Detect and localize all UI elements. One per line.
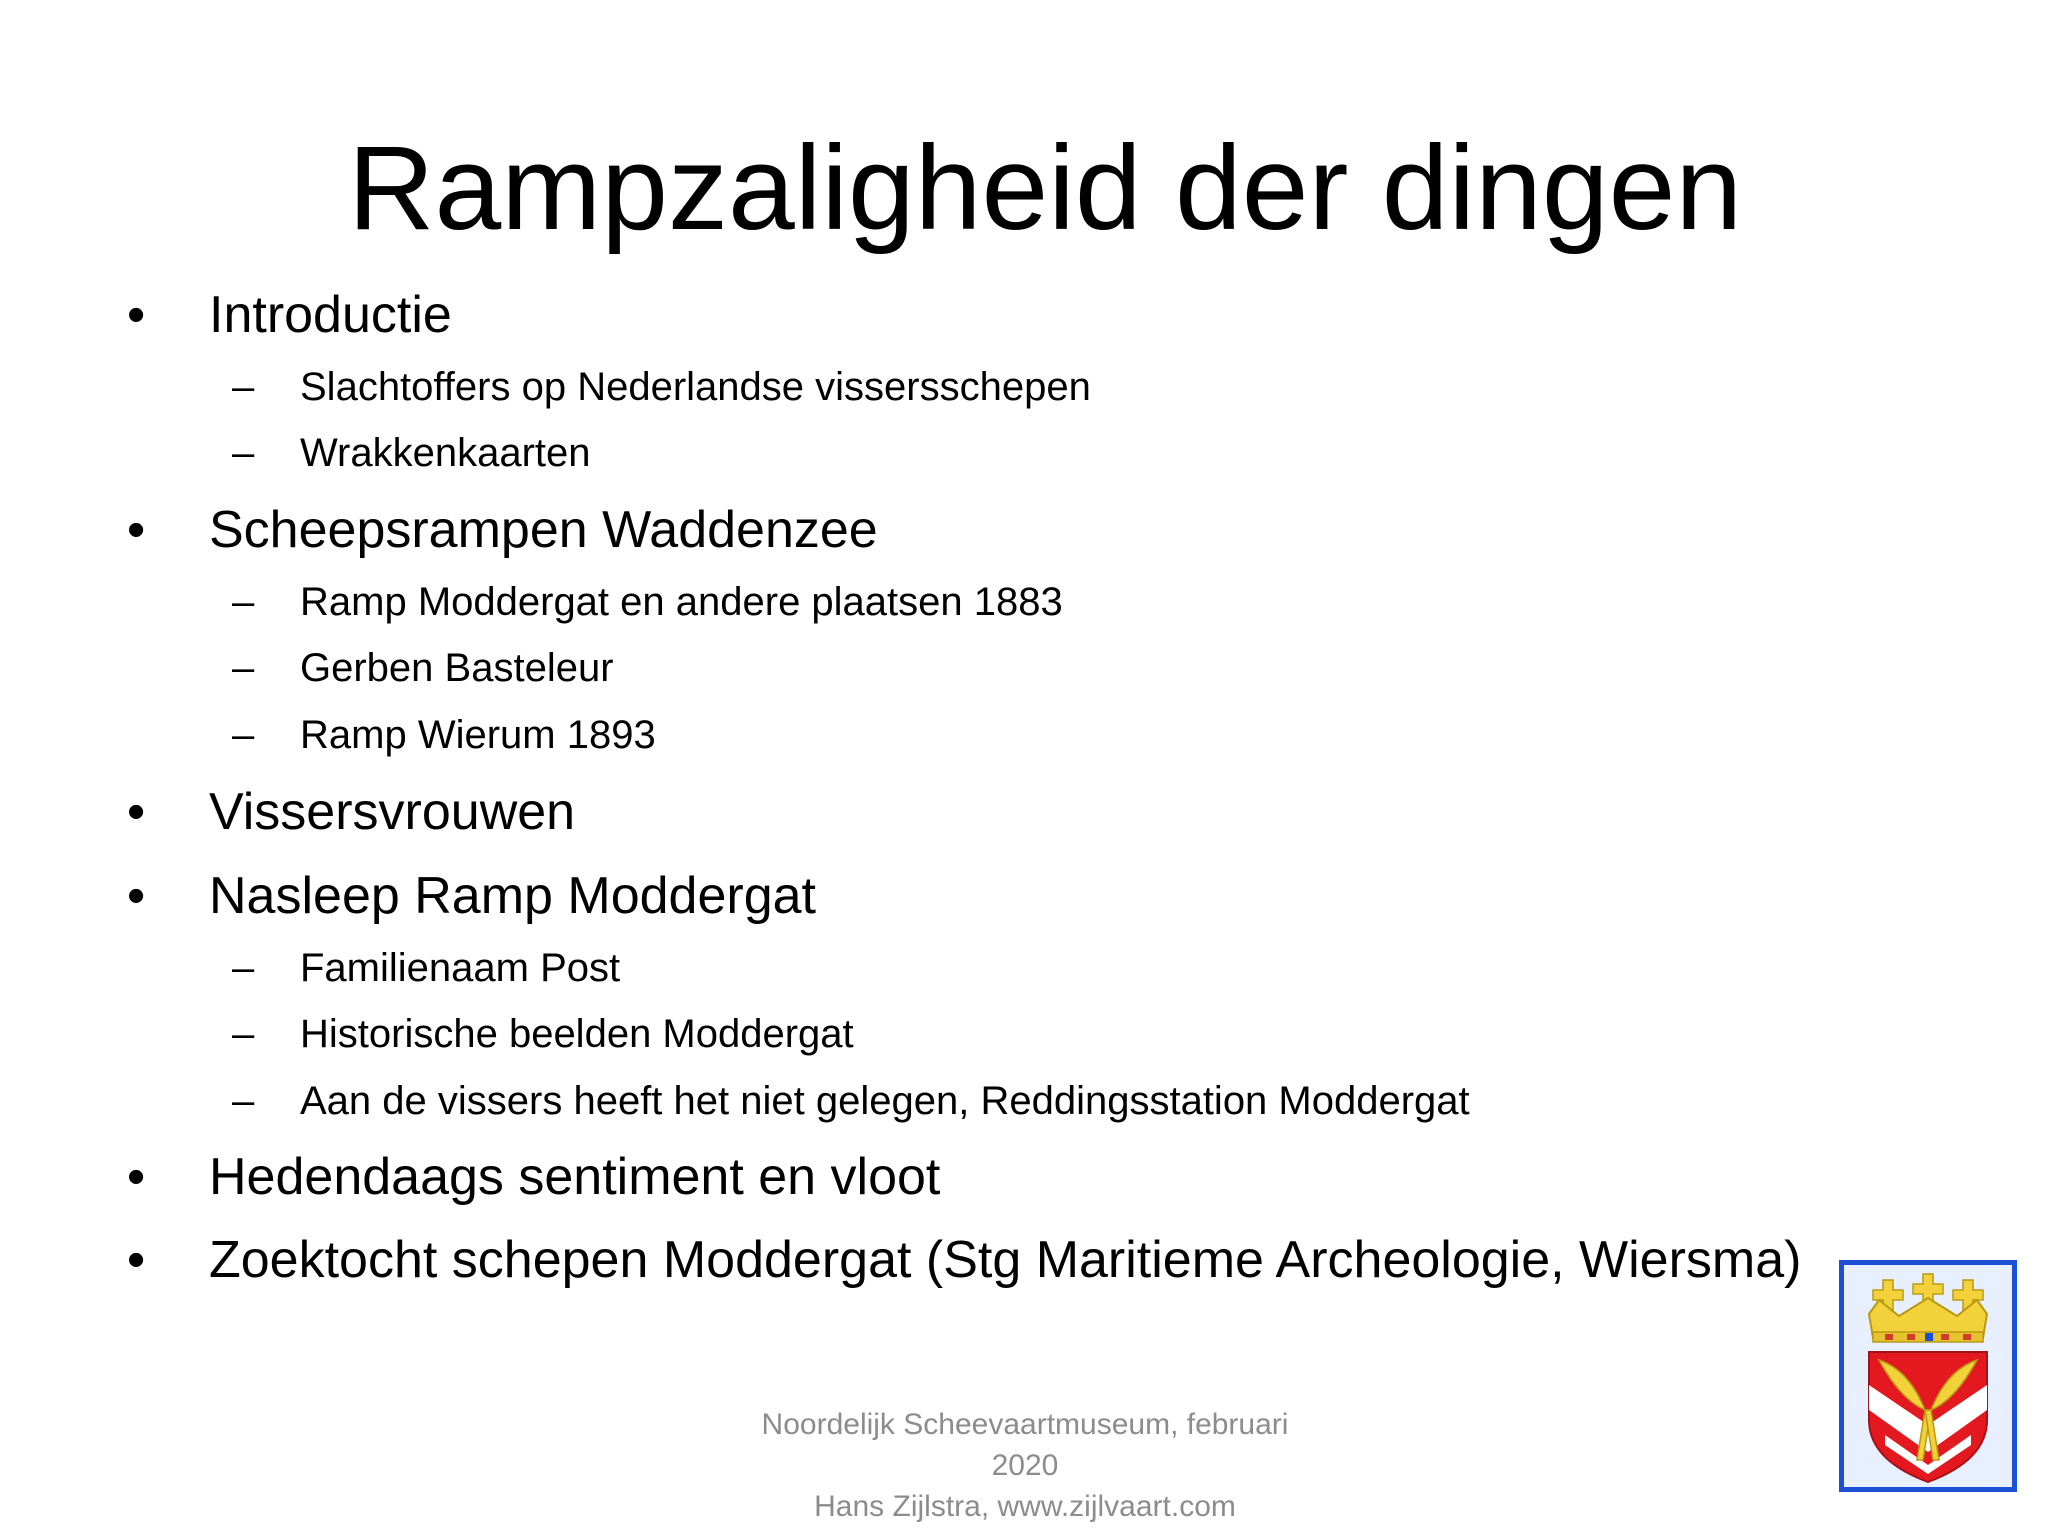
- bullet-icon: •: [127, 501, 146, 559]
- dash-icon: –: [232, 431, 255, 475]
- dash-icon: –: [232, 713, 255, 757]
- bullet-label: Vissersvrouwen: [209, 783, 576, 841]
- bullet-icon: •: [127, 1231, 146, 1289]
- sub-bullet-label: Ramp Moddergat en andere plaatsen 1883: [300, 580, 1063, 624]
- sub-bullet-label: Gerben Basteleur: [300, 646, 614, 690]
- sub-bullet-label: Wrakkenkaarten: [300, 431, 591, 475]
- bullet-icon: •: [127, 1148, 146, 1206]
- dash-icon: –: [232, 946, 255, 990]
- dash-icon: –: [232, 646, 255, 690]
- dash-icon: –: [232, 365, 255, 409]
- sub-bullet-label: Ramp Wierum 1893: [300, 713, 656, 757]
- footer-line: Hans Zijlstra, www.zijlvaart.com: [814, 1490, 1236, 1523]
- slide-footer: [720, 1404, 1330, 1527]
- bullet-icon: •: [127, 867, 146, 925]
- bullet-label: Scheepsrampen Waddenzee: [209, 501, 878, 559]
- sub-bullet-label: Aan de vissers heeft het niet gelegen, Reddingsstation Moddergat: [300, 1079, 1470, 1123]
- bullet-icon: •: [127, 783, 146, 841]
- slide-title: Rampzaligheid der dingen: [347, 121, 1743, 255]
- bullet-label: Zoektocht schepen Moddergat (Stg Maritieme Archeologie, Wiersma): [209, 1231, 1802, 1289]
- sub-bullet-label: Familienaam Post: [300, 946, 621, 990]
- sub-bullet-label: Historische beelden Moddergat: [300, 1012, 854, 1056]
- bullet-label: Nasleep Ramp Moddergat: [209, 867, 816, 925]
- dash-icon: –: [232, 1012, 255, 1056]
- coat-of-arms-icon: [1839, 1260, 2017, 1492]
- footer-line: Noordelijk Scheevaartmuseum, februari: [761, 1408, 1289, 1441]
- bullet-label: Introductie: [209, 286, 452, 344]
- dash-icon: –: [232, 580, 255, 624]
- bullet-icon: •: [127, 286, 146, 344]
- sub-bullet-label: Slachtoffers op Nederlandse vissersschepen: [300, 365, 1091, 409]
- bullet-label: Hedendaags sentiment en vloot: [209, 1148, 941, 1206]
- footer-line: 2020: [991, 1449, 1059, 1482]
- dash-icon: –: [232, 1079, 255, 1123]
